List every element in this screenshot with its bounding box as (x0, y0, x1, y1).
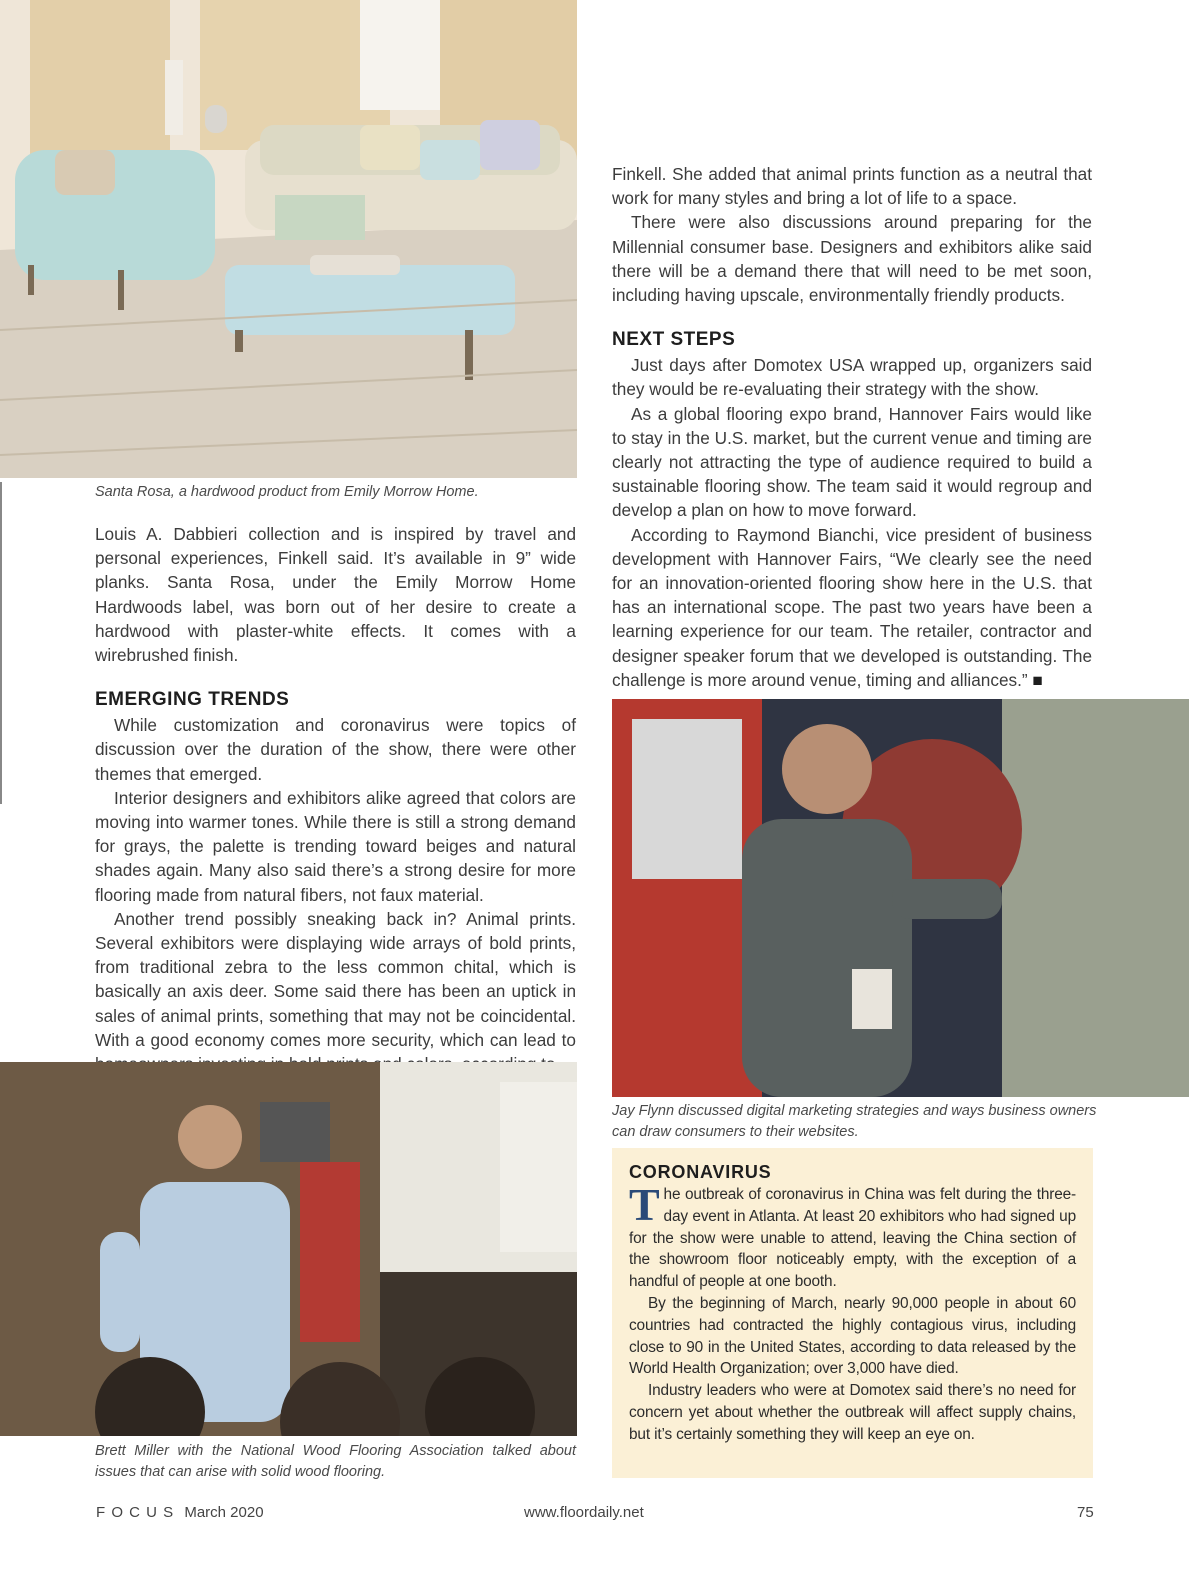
footer-url[interactable]: www.floordaily.net (524, 1504, 644, 1521)
emerging-paragraph-2: Interior designers and exhibitors alike agreed that colors are moving into warmer tones. While there is still a strong demand for grays, the palette is trending toward beiges and natural shades again. Many also said there’s a strong desire for more flooring made from natural fibers, not faux material. (95, 787, 576, 905)
coronavirus-paragraph-1-text: he outbreak of coronavirus in China was felt during the three-day event in Atlanta. At least 20 exhibitors who had signed up for the show were unable to attend, leaving the China section of the showroom floor noticeably empty, with the exception of a handful of people at one booth. (629, 1186, 1076, 1291)
coronavirus-paragraph-2: By the beginning of March, nearly 90,000 people in about 60 countries had contracted the highly contagious virus, including close to 90 in the United States, according to data released by the World Health Organization; over 3,000 have died. (629, 1294, 1076, 1378)
brett-miller-photo (0, 1062, 577, 1436)
jay-flynn-caption: Jay Flynn discussed digital marketing strategies and ways business owners can draw consumers to their websites. (612, 1103, 1097, 1140)
coronavirus-sidebar (612, 1148, 1093, 1478)
quote-text: According to Raymond Bianchi, vice president of business development with Hannover Fairs, “We clearly see the need for an innovation-oriented flooring show here in the U.S. that has an international scope. The past two years have been a learning experience for our team. The retailer, contractor and designer speaker forum that we developed is outstanding. The challenge is more around venue, timing and alliances.” (612, 524, 1092, 690)
left-margin-rule (0, 482, 2, 804)
santa-rosa-caption: Santa Rosa, a hardwood product from Emily Morrow Home. (95, 484, 479, 500)
drop-cap: T (629, 1179, 660, 1230)
left-text-column (95, 522, 576, 1076)
right-text-column (612, 162, 1092, 692)
next-steps-paragraph-3 (612, 523, 1092, 692)
continued-paragraph-2: There were also discussions around preparing for the Millennial consumer base. Designers and exhibitors alike said there will be a demand there that will need to be met soon, including having upscale, environmentally friendly products. (612, 212, 1092, 306)
brett-miller-caption: Brett Miller with the National Wood Flooring Association talked about issues that can arise with solid wood flooring. (95, 1443, 576, 1480)
footer-magazine (96, 1504, 264, 1521)
coronavirus-title: CORONAVIRUS (629, 1162, 772, 1182)
emerging-paragraph-3: Another trend possibly sneaking back in? Animal prints. Several exhibitors were displaying wide arrays of bold prints, from traditional zebra to the less common chital, which is basically an axis deer. Some said there has been an uptick in sales of animal prints, something that may not be coincidental. With a good economy comes more security, which can lead to (95, 908, 576, 1050)
page-number: 75 (1077, 1504, 1094, 1521)
next-steps-heading: NEXT STEPS (612, 329, 736, 351)
end-mark: ■ (1032, 669, 1043, 690)
emerging-trends-heading: EMERGING TRENDS (95, 689, 290, 711)
magazine-name: F O C U S (96, 1504, 175, 1521)
coronavirus-paragraph-1 (629, 1179, 1076, 1293)
living-room-photo (0, 0, 577, 478)
next-steps-paragraph-2: As a global flooring expo brand, Hannover Fairs would like to stay in the U.S. market, but the current venue and timing are clearly not attracting the type of audience required to build a sustainable flooring show. The team said it would regroup and develop a plan on how to move forward. (612, 403, 1092, 521)
coronavirus-paragraph-3: Industry leaders who were at Domotex said there’s no need for concern yet about whether the outbreak will affect supply chains, but it’s certainly something they will keep an eye on. (629, 1382, 1076, 1443)
issue-date: March 2020 (184, 1504, 264, 1521)
jay-flynn-photo (612, 699, 1189, 1097)
coronavirus-body (629, 1179, 1076, 1446)
next-steps-paragraph-1: Just days after Domotex USA wrapped up, organizers said they would be re-evaluating their strategy with the show. (612, 355, 1092, 400)
emerging-paragraph-1: While customization and coronavirus were topics of discussion over the duration of the show, there were other themes that emerged. (95, 715, 576, 784)
continued-paragraph-1: Finkell. She added that animal prints function as a neutral that work for many styles and bring a lot of life to a space. (612, 164, 1092, 209)
intro-paragraph: Louis A. Dabbieri collection and is inspired by travel and personal experiences, Finkell said. It’s available in 9” wide planks. Santa Rosa, under the Emily Morrow Home Hardwoods label, was born out of her desire to create a hardwood with plaster-white effects. It comes with a wirebrushed finish. (95, 524, 576, 666)
